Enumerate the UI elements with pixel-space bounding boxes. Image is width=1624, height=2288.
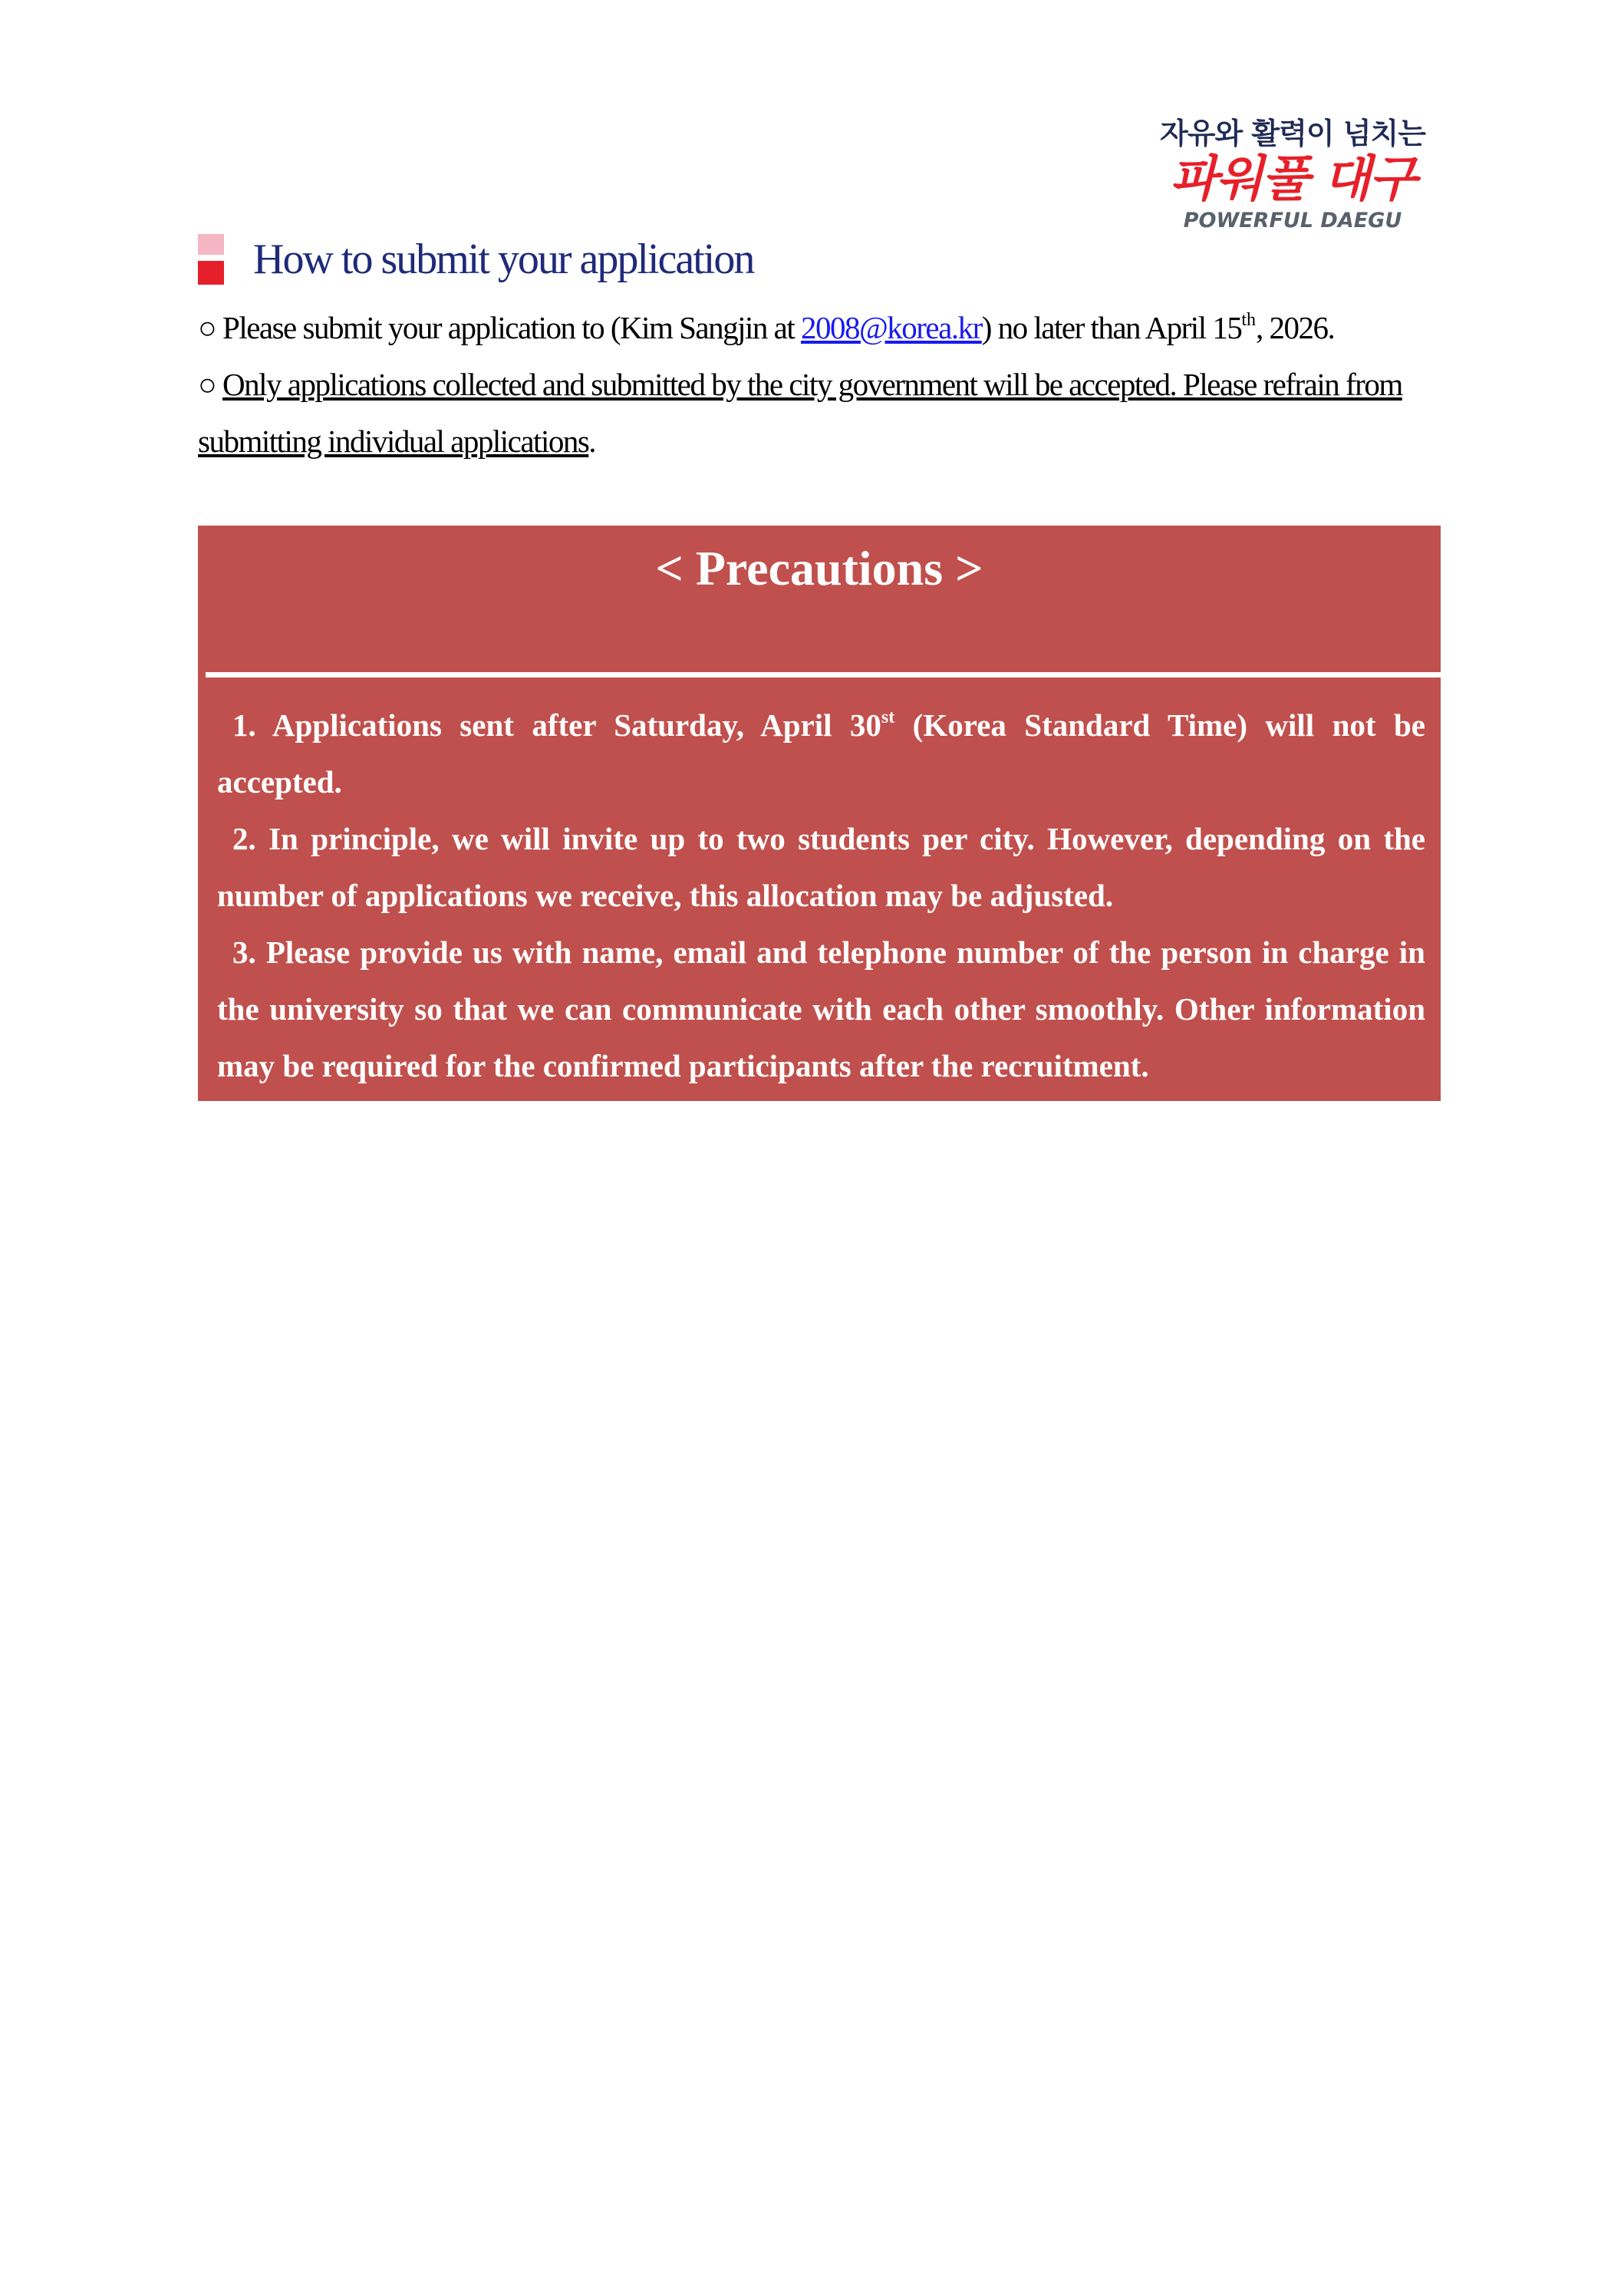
- notice-underlined-text: Only applications collected and submitted by the city government will be accepted. Please refrain from submitting individual applications: [198, 367, 1402, 459]
- ordinal-suffix: th: [1241, 310, 1257, 330]
- instruction-text: Please submit your application to (Kim Sangjin at: [222, 310, 802, 345]
- deadline-text: ) no later than April 15: [981, 310, 1242, 345]
- submission-notice: [198, 356, 1444, 470]
- email-link[interactable]: 2008@korea.kr: [801, 310, 982, 345]
- heading-marker-icon: [198, 234, 224, 285]
- bullet-circle: ○: [198, 367, 223, 402]
- precaution-item-1: 1. Applications sent after Saturday, April 30st (Korea Standard Time) will not be accepted.: [217, 707, 1425, 799]
- precautions-list: [217, 697, 1425, 1094]
- powerful-daegu-logo: [1143, 115, 1442, 235]
- submission-instruction: [198, 299, 1444, 356]
- section-heading: How to submit your application: [253, 236, 754, 283]
- precautions-title: < Precautions >: [655, 541, 983, 595]
- precaution-item-2: 2. In principle, we will invite up to two students per city. However, depending on the number of applications we receive, this allocation may be adjusted.: [217, 821, 1425, 913]
- deadline-year: , 2026.: [1256, 310, 1335, 345]
- logo-slogan: 자유와 활력이 넘치는: [1160, 117, 1425, 150]
- precaution-item-3: 3. Please provide us with name, email and telephone number of the person in charge in the university so that we can communicate with each other smoothly. Other information may be required for the confirmed participants after the recruitment.: [217, 935, 1425, 1083]
- logo-main-text: 파워풀 대구: [1170, 151, 1415, 208]
- bullet-circle: ○: [198, 310, 223, 345]
- notice-period: .: [588, 424, 596, 459]
- logo-english-text: POWERFUL DAEGU: [1183, 209, 1402, 232]
- precautions-divider: [206, 672, 1441, 677]
